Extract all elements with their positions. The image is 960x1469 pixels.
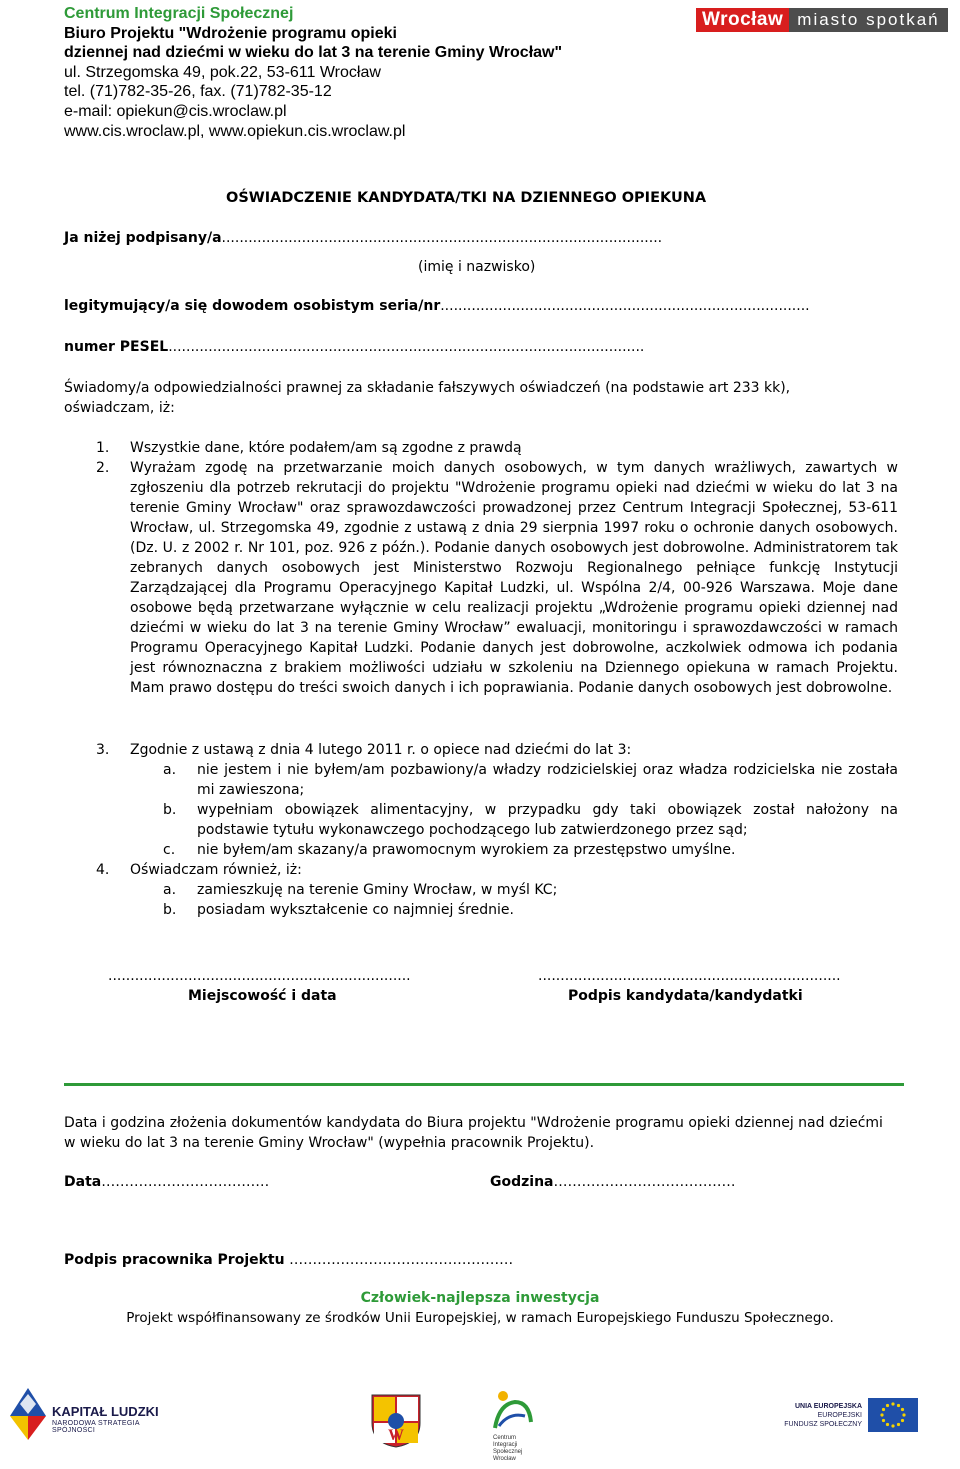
sub-letter: c. — [163, 842, 176, 858]
item4-sub-b — [163, 900, 898, 920]
cis-logo — [485, 1386, 545, 1464]
kl-title: KAPITAŁ LUDZKI — [52, 1404, 159, 1419]
sub-text: wypełniam obowiązek alimentacyjny, w przypadku gdy taki obowiązek został nałożony na podstawie tytułu wykonawczego pochodzącego lub zatwierdzonego przez sąd; — [197, 802, 898, 838]
statement-item-2 — [96, 458, 898, 698]
eu-flag-icon — [868, 1398, 918, 1432]
document-title: OŚWIADCZENIE KANDYDATA/TKI NA DZIENNEGO OPIEKUNA — [226, 190, 707, 206]
statement-item-4 — [96, 860, 898, 880]
item-text: Wyrażam zgodę na przetwarzanie moich danych osobowych, w tym danych wrażliwych, zawartych w zgłoszeniu dla potrzeb rekrutacji do projektu "Wdrożenie programu opieki nad dziećmi w wieku do lat 3 na terenie Gminy Wrocław" oraz sprawozdawczości prowadzonej przez Centrum Integracji Społecznej, 53-611 Wrocław, ul. Strzegomska 49, zgodnie z ustawą z dnia 29 sierpnia 1997 roku o ochronie danych osobowych. (Dz. U. z 2002 r. Nr 101, poz. 926 z późn.). Podanie danych osobowych jest dobrowolne. Administratorem tak zebranych danych osobowych jest Ministerstwo Rozwoju Regionalnego pełniące funkcję Instytucji Zarządzającej dla Programu Operacyjnego Kapitał Ludzki, ul. Wspólna 2/4, 00-926 Warszawa. Moje dane osobowe będą przetwarzane wyłącznie w celu realizacji projektu „Wdrożenie programu opieki dziennej nad dziećmi w wieku do lat 3 na terenie Gminy Wrocław” ewaluacji, monitoringu i sprawozdawczości w ramach Programu Operacyjnego Kapitał Ludzki. Podanie danych jest dobrowolne, aczkolwiek odmowa ich podania jest równoznaczna z brakiem możliwości udziału w szkoleniu na Dziennego opiekuna w ramach Projektu. Mam prawo dostępu do treści swoich danych i ich poprawiania. Podanie danych osobowych jest dobrowolne. — [130, 460, 898, 696]
item3-sub-a — [163, 760, 898, 800]
intro-text: Świadomy/a odpowiedzialności prawnej za składanie fałszywych oświadczeń (na podstawie art 233 kk), oświadczam, iż: — [64, 380, 791, 416]
eu-line2: EUROPEJSKI — [817, 1412, 862, 1419]
email: e-mail: opiekun@cis.wroclaw.pl — [64, 102, 287, 120]
sub-letter: b. — [163, 802, 177, 818]
item-number: 4. — [96, 862, 110, 878]
sub-text: posiadam wykształcenie co najmniej średnie. — [197, 902, 514, 918]
divider — [64, 1083, 904, 1086]
name-line — [64, 230, 662, 246]
org-name: Centrum Integracji Społecznej — [64, 5, 294, 22]
worker-line — [64, 1252, 513, 1268]
hour-field[interactable]: ………………………………… — [553, 1174, 736, 1190]
name-hint: (imię i nazwisko) — [418, 259, 536, 275]
id-field[interactable]: ................................................................................... — [440, 298, 810, 314]
wroclaw-logo-dark: miasto spotkań — [789, 8, 947, 32]
wroclaw-logo — [696, 8, 948, 32]
date-label: Data — [64, 1174, 102, 1190]
place-date-label: Miejscowość i data — [188, 988, 337, 1004]
address: ul. Strzegomska 49, pok.22, 53-611 Wrocław — [64, 63, 381, 81]
motto: Człowiek-najlepsza inwestycja — [360, 1290, 600, 1306]
website: www.cis.wroclaw.pl, www.opiekun.cis.wroclaw.pl — [64, 122, 406, 140]
item3-sub-c — [163, 840, 898, 860]
item4-sub-a — [163, 880, 898, 900]
eu-line1: UNIA EUROPEJSKA — [794, 1403, 862, 1410]
kl-subtitle: NARODOWA STRATEGIA SPÓJNOŚCI — [52, 1420, 140, 1434]
project-name-line1: Biuro Projektu "Wdrożenie programu opieki — [64, 24, 397, 42]
pesel-field[interactable]: ........................................................................................................... — [168, 339, 645, 355]
sub-letter: a. — [163, 762, 177, 778]
kapital-ludzki-icon — [8, 1386, 48, 1442]
item-number: 3. — [96, 742, 110, 758]
worker-field[interactable]: ………………………………………… — [289, 1252, 514, 1268]
date-line — [64, 1174, 269, 1190]
item-number: 1. — [96, 440, 110, 456]
signature-field[interactable]: .................................................................... — [538, 968, 841, 984]
eu-line3: FUNDUSZ SPOŁECZNY — [784, 1421, 862, 1428]
sub-text: nie byłem/am skazany/a prawomocnym wyrokiem za przestępstwo umyślne. — [197, 842, 736, 858]
wroclaw-logo-red: Wrocław — [696, 8, 789, 32]
statement-item-1 — [96, 438, 898, 458]
signature-label: Podpis kandydata/kandydatki — [568, 988, 803, 1004]
coat-of-arms-icon — [370, 1393, 422, 1449]
item-text: Zgodnie z ustawą z dnia 4 lutego 2011 r. o opiece nad dziećmi do lat 3: — [130, 742, 632, 758]
eu-text — [780, 1402, 862, 1429]
worker-label: Podpis pracownika Projektu — [64, 1252, 285, 1268]
name-label: Ja niżej podpisany/a — [64, 230, 222, 246]
sub-text: nie jestem i nie byłem/am pozbawiony/a władzy rodzicielskiej oraz władza rodzicielska nie została mi zawieszona; — [197, 762, 898, 798]
sub-letter: b. — [163, 902, 177, 918]
item3-sub-b — [163, 800, 898, 840]
phone: tel. (71)782-35-26, fax. (71)782-35-12 — [64, 83, 332, 101]
item-text: Oświadczam również, iż: — [130, 862, 302, 878]
eu-esf-logo — [780, 1398, 920, 1438]
sub-text: zamieszkuję na terenie Gminy Wrocław, w myśl KC; — [197, 882, 558, 898]
pesel-label: numer PESEL — [64, 339, 169, 355]
item-number: 2. — [96, 460, 110, 476]
id-label: legitymujący/a się dowodem osobistym seria/nr — [64, 298, 441, 314]
kapital-ludzki-logo — [8, 1386, 178, 1444]
cis-logo-icon — [485, 1386, 541, 1430]
date-field[interactable]: ……………………………… — [101, 1174, 270, 1190]
pesel-line — [64, 339, 644, 355]
cis-logo-label: Centrum Integracji Społecznej Wrocław — [493, 1435, 523, 1462]
name-field[interactable]: ................................................................................................... — [221, 230, 663, 246]
sub-letter: a. — [163, 882, 177, 898]
svg-text:W: W — [388, 1427, 404, 1444]
hour-line — [490, 1174, 736, 1190]
hour-label: Godzina — [490, 1174, 554, 1190]
place-date-field[interactable]: .................................................................... — [108, 968, 411, 984]
project-name-line2: dziennej nad dziećmi w wieku do lat 3 na terenie Gminy Wrocław" — [64, 44, 563, 62]
office-note: Data i godzina złożenia dokumentów kandydata do Biura projektu "Wdrożenie programu opieki dziennej nad dziećmi w wieku do lat 3 na terenie Gminy Wrocław" (wypełnia pracownik Projektu). — [64, 1115, 883, 1151]
statement-item-3 — [96, 740, 898, 760]
project-funding-note: Projekt współfinansowany ze środków Unii Europejskiej, w ramach Europejskiego Funduszu Społecznego. — [126, 1310, 834, 1326]
wroclaw-coat-of-arms — [370, 1393, 422, 1449]
letterhead — [64, 4, 624, 141]
item-text: Wszystkie dane, które podałem/am są zgodne z prawdą — [130, 440, 522, 456]
id-line — [64, 298, 810, 314]
